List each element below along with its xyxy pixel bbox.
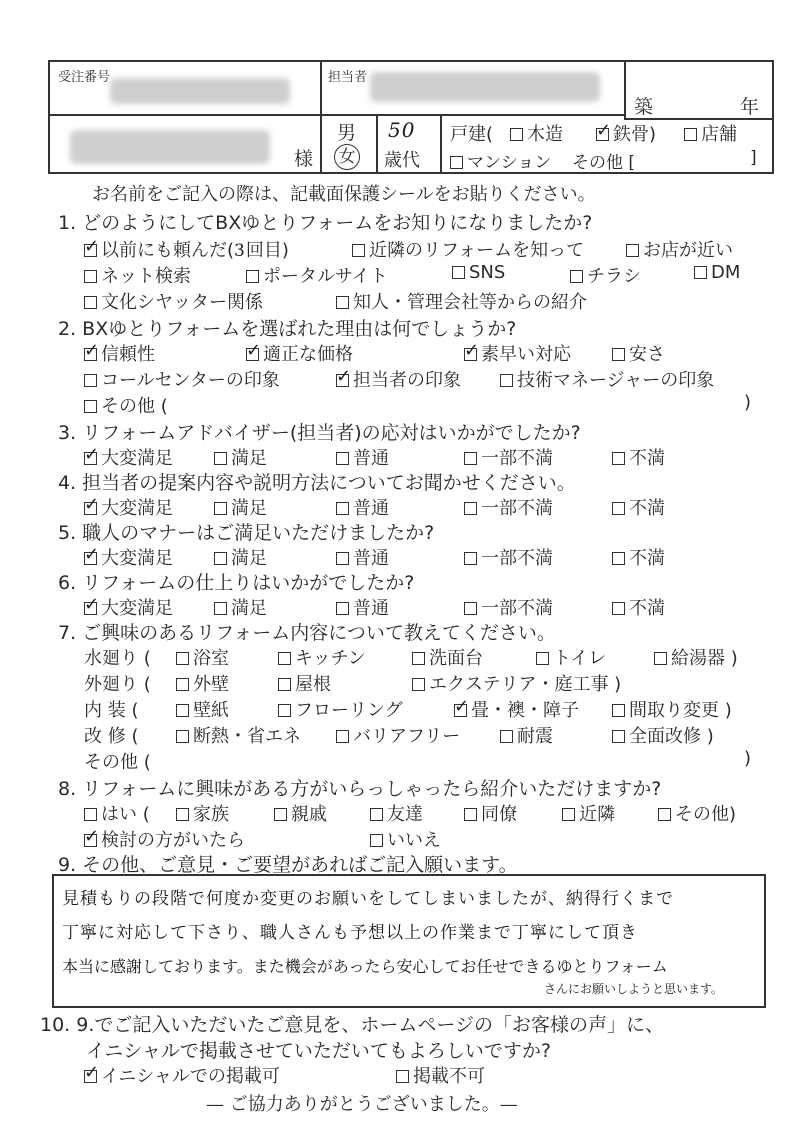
gender-female-circled bbox=[334, 144, 360, 170]
q6-rating-normal[interactable] bbox=[336, 594, 389, 620]
rating-label: 普通 bbox=[353, 498, 389, 519]
checkbox-icon[interactable] bbox=[84, 808, 97, 821]
option-label: 壁紙 bbox=[193, 700, 229, 721]
option-label: エクステリア・庭工事 ) bbox=[429, 674, 622, 695]
rating-label: 一部不満 bbox=[481, 448, 553, 469]
q9-comment-line3: 本当に感謝しております。また機会があったら安心してお任せできるゆとりフォーム bbox=[62, 957, 668, 976]
checkbox-icon[interactable] bbox=[214, 552, 227, 565]
q1-option-label: ポータルサイト bbox=[263, 266, 388, 287]
q2-option-label: 技術マネージャーの印象 bbox=[517, 370, 715, 391]
rating-label: 大変満足 bbox=[101, 598, 173, 619]
gender-male: 男 bbox=[337, 122, 357, 144]
option-label: 外壁 bbox=[193, 674, 229, 695]
rating-label: 不満 bbox=[629, 548, 665, 569]
q1-option-label: 近隣のリフォームを知って bbox=[369, 240, 585, 261]
q2-option-label: 素早い対応 bbox=[481, 344, 571, 365]
sama-label: 様 bbox=[294, 148, 314, 170]
checkbox-icon[interactable] bbox=[176, 652, 189, 665]
q7-interior-wallpaper[interactable] bbox=[176, 696, 229, 722]
option-label: バリアフリー bbox=[353, 726, 461, 747]
q1-option-portal[interactable] bbox=[246, 262, 388, 288]
q1-option-label: 文化シヤッター関係 bbox=[101, 292, 263, 313]
checkbox-icon[interactable] bbox=[684, 128, 697, 141]
q3-rating-satisfied[interactable] bbox=[214, 444, 267, 470]
checkbox-icon[interactable] bbox=[352, 244, 365, 257]
order-number-label: 受注番号 bbox=[58, 70, 111, 85]
header-divider-v5 bbox=[440, 114, 442, 174]
option-label: 給湯器 ) bbox=[671, 648, 738, 669]
checkbox-icon[interactable] bbox=[464, 602, 477, 615]
intro-note: お名前をご記入の際は、記載面保護シールをお貼りください。 bbox=[92, 184, 596, 205]
checkbox-icon[interactable] bbox=[336, 552, 349, 565]
checkbox-icon[interactable] bbox=[336, 452, 349, 465]
q7-outer-wall[interactable] bbox=[176, 670, 229, 696]
checkbox-icon[interactable] bbox=[278, 704, 291, 717]
q8-title: 8. リフォームに興味がある方がいらっしゃったら紹介いただけますか? bbox=[58, 778, 662, 800]
q2-option-quick[interactable] bbox=[464, 340, 571, 366]
option-label: 屋根 bbox=[295, 674, 331, 695]
header-box bbox=[48, 60, 774, 174]
option-label: 親戚 bbox=[291, 804, 327, 825]
q8-colleague[interactable] bbox=[464, 800, 517, 826]
rating-label: 不満 bbox=[629, 448, 665, 469]
q1-option-label: お店が近い bbox=[643, 240, 733, 261]
option-label: 耐震 bbox=[517, 726, 553, 747]
q9-comment-line4: さんにお願いしようと思います。 bbox=[544, 982, 724, 996]
checkbox-icon[interactable] bbox=[176, 808, 189, 821]
q7-renovation-full[interactable] bbox=[612, 722, 714, 748]
q7-renovation-insulation[interactable] bbox=[176, 722, 301, 748]
checkbox-icon[interactable] bbox=[214, 452, 227, 465]
checkbox-checked-icon[interactable] bbox=[84, 452, 97, 465]
steel-option[interactable] bbox=[596, 120, 656, 146]
q5-rating-normal[interactable] bbox=[336, 544, 389, 570]
checkbox-icon[interactable] bbox=[570, 270, 583, 283]
q1-option-label: チラシ bbox=[587, 266, 641, 287]
q2-option-fair-price[interactable] bbox=[246, 340, 353, 366]
q3-rating-normal[interactable] bbox=[336, 444, 389, 470]
q7-outer-label: 外廻り ( bbox=[84, 674, 151, 695]
checkbox-icon[interactable] bbox=[612, 452, 625, 465]
checkbox-icon[interactable] bbox=[84, 296, 97, 309]
q6-rating-very-satisfied[interactable] bbox=[84, 594, 173, 620]
checkbox-icon[interactable] bbox=[654, 652, 667, 665]
q5-rating-unsatisfied[interactable] bbox=[612, 544, 665, 570]
q4-rating-normal[interactable] bbox=[336, 494, 389, 520]
q2-option-callcenter[interactable] bbox=[84, 366, 280, 392]
checkbox-checked-icon[interactable] bbox=[84, 502, 97, 515]
checkbox-checked-icon[interactable] bbox=[84, 602, 97, 615]
checkbox-icon[interactable] bbox=[658, 808, 671, 821]
staff-label: 担当者 bbox=[328, 70, 368, 85]
q8-other[interactable] bbox=[658, 800, 736, 826]
wood-option[interactable] bbox=[510, 120, 563, 146]
age-label: 歳代 bbox=[384, 150, 420, 171]
checkbox-icon[interactable] bbox=[84, 374, 97, 387]
rating-label: 一部不満 bbox=[481, 598, 553, 619]
q2-option-tech-manager[interactable] bbox=[500, 366, 714, 392]
rating-label: 不満 bbox=[629, 598, 665, 619]
rating-label: 満足 bbox=[231, 448, 267, 469]
checkbox-icon[interactable] bbox=[396, 1070, 409, 1083]
order-number-redacted bbox=[110, 78, 290, 104]
q8-neighbor[interactable] bbox=[562, 800, 615, 826]
rating-label: 満足 bbox=[231, 548, 267, 569]
q8-friend[interactable] bbox=[370, 800, 423, 826]
q1-option-label: 知人・管理会社等からの紹介 bbox=[353, 292, 587, 313]
checkbox-icon[interactable] bbox=[176, 678, 189, 691]
footer-thanks: — ご協力ありがとうございました。— bbox=[206, 1094, 518, 1115]
q7-water-kitchen[interactable] bbox=[278, 644, 366, 670]
rating-label: 一部不満 bbox=[481, 548, 553, 569]
checkbox-checked-icon[interactable] bbox=[84, 244, 97, 257]
checkbox-checked-icon[interactable] bbox=[84, 552, 97, 565]
staff-name-redacted bbox=[370, 72, 600, 102]
checkbox-checked-icon[interactable] bbox=[596, 128, 609, 141]
option-label: はい ( bbox=[101, 804, 150, 825]
checkbox-icon[interactable] bbox=[336, 602, 349, 615]
q6-rating-satisfied[interactable] bbox=[214, 594, 267, 620]
checkbox-icon[interactable] bbox=[336, 730, 349, 743]
rating-label: 普通 bbox=[353, 598, 389, 619]
header-divider-v1 bbox=[320, 62, 322, 114]
steel-label: 鉄骨) bbox=[613, 124, 657, 145]
q9-title: 9. その他、ご意見・ご要望があればご記入願います。 bbox=[58, 854, 518, 876]
q10-option-no-publish[interactable] bbox=[396, 1062, 485, 1088]
q2-other-close: ) bbox=[744, 392, 752, 413]
checkbox-icon[interactable] bbox=[464, 452, 477, 465]
checkbox-icon[interactable] bbox=[464, 808, 477, 821]
option-label: 間取り変更 ) bbox=[629, 700, 732, 721]
q1-option-neighbor[interactable] bbox=[352, 236, 584, 262]
q1-option-near-store[interactable] bbox=[626, 236, 733, 262]
q5-rating-satisfied[interactable] bbox=[214, 544, 267, 570]
q9-comment-line1: 見積もりの段階で何度か変更のお願いをしてしまいましたが、納得行くまで bbox=[62, 889, 674, 909]
checkbox-checked-icon[interactable] bbox=[84, 348, 97, 361]
q2-option-other[interactable] bbox=[84, 392, 168, 418]
q7-interior-tatami[interactable] bbox=[454, 696, 579, 722]
checkbox-icon[interactable] bbox=[626, 244, 639, 257]
option-label: 家族 bbox=[193, 804, 229, 825]
q2-option-label: 信頼性 bbox=[101, 344, 155, 365]
customer-name-redacted bbox=[70, 130, 270, 164]
checkbox-icon[interactable] bbox=[452, 266, 465, 279]
q8-family[interactable] bbox=[176, 800, 229, 826]
gender-female: 女 bbox=[334, 144, 360, 170]
option-label: 検討の方がいたら bbox=[101, 830, 245, 851]
q7-water-bath[interactable] bbox=[176, 644, 229, 670]
checkbox-icon[interactable] bbox=[464, 552, 477, 565]
checkbox-icon[interactable] bbox=[336, 502, 349, 515]
option-label: 友達 bbox=[387, 804, 423, 825]
checkbox-checked-icon[interactable] bbox=[84, 834, 97, 847]
q10-title: 10. 9.でご記入いただいたご意見を、ホームページの「お客様の声」に、 bbox=[40, 1014, 665, 1036]
house-type-label: 戸建( bbox=[450, 124, 494, 145]
q7-water-label: 水廻り ( bbox=[84, 648, 151, 669]
q8-no[interactable] bbox=[370, 826, 441, 852]
q5-rating-very-satisfied[interactable] bbox=[84, 544, 173, 570]
rating-label: 不満 bbox=[629, 498, 665, 519]
rating-label: 普通 bbox=[353, 448, 389, 469]
q1-option-suffix: 回目) bbox=[245, 240, 289, 261]
checkbox-icon[interactable] bbox=[694, 266, 707, 279]
q1-option-label: SNS bbox=[469, 262, 506, 283]
q1-option-label: ネット検索 bbox=[101, 266, 191, 287]
header-divider-h bbox=[50, 114, 624, 116]
rating-label: 一部不満 bbox=[481, 498, 553, 519]
checkbox-checked-icon[interactable] bbox=[454, 704, 467, 717]
checkbox-icon[interactable] bbox=[612, 348, 625, 361]
checkbox-icon[interactable] bbox=[278, 652, 291, 665]
q7-renovation-label: 改 修 ( bbox=[84, 726, 139, 747]
option-label: 同僚 bbox=[481, 804, 517, 825]
q10-title-line2: イニシャルで掲載させていただいてもよろしいですか? bbox=[86, 1040, 551, 1062]
q1-option-bunka[interactable] bbox=[84, 288, 263, 314]
q2-option-cheap[interactable] bbox=[612, 340, 665, 366]
checkbox-icon[interactable] bbox=[336, 296, 349, 309]
built-year-label: 年 bbox=[740, 96, 760, 118]
checkbox-checked-icon[interactable] bbox=[336, 374, 349, 387]
option-label: イニシャルでの掲載可 bbox=[101, 1066, 280, 1087]
q1-option-sns[interactable] bbox=[452, 262, 505, 283]
checkbox-icon[interactable] bbox=[612, 730, 625, 743]
mansion-label: マンション bbox=[467, 153, 552, 173]
checkbox-checked-icon[interactable] bbox=[464, 348, 477, 361]
rating-label: 大変満足 bbox=[101, 498, 173, 519]
checkbox-icon[interactable] bbox=[176, 730, 189, 743]
q1-option-referral[interactable] bbox=[336, 288, 587, 314]
option-label: 畳・襖・障子 bbox=[471, 700, 579, 721]
rating-label: 満足 bbox=[231, 598, 267, 619]
rating-label: 満足 bbox=[231, 498, 267, 519]
shop-label: 店舗 bbox=[701, 124, 737, 145]
checkbox-checked-icon[interactable] bbox=[246, 348, 259, 361]
checkbox-icon[interactable] bbox=[246, 270, 259, 283]
checkbox-icon[interactable] bbox=[500, 730, 513, 743]
mansion-option[interactable] bbox=[450, 148, 551, 173]
option-label: トイレ bbox=[553, 648, 607, 669]
checkbox-icon[interactable] bbox=[84, 400, 97, 413]
q2-option-label: 担当者の印象 bbox=[353, 370, 461, 391]
q2-option-label: コールセンターの印象 bbox=[101, 370, 280, 391]
checkbox-icon[interactable] bbox=[450, 156, 463, 169]
q7-water-washstand[interactable] bbox=[412, 644, 483, 670]
q1-option-label: DM bbox=[711, 262, 741, 283]
q6-title: 6. リフォームの仕上りはいかがでしたか? bbox=[58, 572, 415, 594]
shop-option[interactable] bbox=[684, 120, 737, 146]
wood-label: 木造 bbox=[527, 124, 563, 145]
q9-comment-line2: 丁寧に対応して下さり、職人さんも予想以上の作業まで丁寧にして頂き bbox=[62, 923, 638, 943]
header-divider-v2 bbox=[624, 62, 626, 120]
q8-consider[interactable] bbox=[84, 826, 245, 852]
q7-interior-label: 内 装 ( bbox=[84, 700, 139, 721]
rating-label: 大変満足 bbox=[101, 448, 173, 469]
rating-label: 大変満足 bbox=[101, 548, 173, 569]
q7-title: 7. ご興味のあるリフォーム内容について教えてください。 bbox=[58, 622, 556, 644]
option-label: 浴室 bbox=[193, 648, 229, 669]
checkbox-icon[interactable] bbox=[278, 678, 291, 691]
q8-yes[interactable] bbox=[84, 800, 150, 826]
rating-label: 普通 bbox=[353, 548, 389, 569]
q3-rating-partly-unsatisfied[interactable] bbox=[464, 444, 553, 470]
checkbox-icon[interactable] bbox=[500, 374, 513, 387]
q7-water-heater[interactable] bbox=[654, 644, 738, 670]
q7-renovation-seismic[interactable] bbox=[500, 722, 553, 748]
q2-option-staff[interactable] bbox=[336, 366, 461, 392]
option-label: キッチン bbox=[295, 648, 366, 669]
checkbox-icon[interactable] bbox=[536, 652, 549, 665]
q5-title: 5. 職人のマナーはご満足いただけましたか? bbox=[58, 522, 435, 544]
checkbox-icon[interactable] bbox=[274, 808, 287, 821]
checkbox-icon[interactable] bbox=[612, 704, 625, 717]
option-label: 洗面台 bbox=[429, 648, 483, 669]
q7-interior-flooring[interactable] bbox=[278, 696, 403, 722]
q2-option-label: 安さ bbox=[629, 344, 665, 365]
option-label: 近隣 bbox=[579, 804, 615, 825]
q9-comment-box[interactable] bbox=[52, 874, 766, 1008]
q2-option-trust[interactable] bbox=[84, 340, 155, 366]
header-divider-v3 bbox=[320, 114, 322, 174]
q4-rating-unsatisfied[interactable] bbox=[612, 494, 665, 520]
q6-rating-partly-unsatisfied[interactable] bbox=[464, 594, 553, 620]
checkbox-icon[interactable] bbox=[612, 502, 625, 515]
q6-rating-unsatisfied[interactable] bbox=[612, 594, 665, 620]
q8-relative[interactable] bbox=[274, 800, 327, 826]
q4-rating-satisfied[interactable] bbox=[214, 494, 267, 520]
checkbox-checked-icon[interactable] bbox=[84, 1070, 97, 1083]
checkbox-icon[interactable] bbox=[412, 652, 425, 665]
q4-rating-partly-unsatisfied[interactable] bbox=[464, 494, 553, 520]
checkbox-icon[interactable] bbox=[412, 678, 425, 691]
q4-title: 4. 担当者の提案内容や説明方法についてお聞かせください。 bbox=[58, 472, 576, 494]
q1-title: 1. どのようにしてBXゆとりフォームをお知りになりましたか? bbox=[58, 212, 593, 234]
q1-option-flyer[interactable] bbox=[570, 262, 641, 288]
q2-option-label: その他 ( bbox=[101, 396, 168, 417]
checkbox-icon[interactable] bbox=[562, 808, 575, 821]
option-label: その他) bbox=[675, 804, 737, 825]
checkbox-icon[interactable] bbox=[214, 602, 227, 615]
q7-water-toilet[interactable] bbox=[536, 644, 606, 670]
built-label: 築 bbox=[634, 96, 654, 118]
q2-title: 2. BXゆとりフォームを選ばれた理由は何でしょうか? bbox=[58, 318, 517, 340]
q5-rating-partly-unsatisfied[interactable] bbox=[464, 544, 553, 570]
checkbox-icon[interactable] bbox=[510, 128, 523, 141]
option-label: 掲載不可 bbox=[413, 1066, 485, 1087]
option-label: 全面改修 ) bbox=[629, 726, 714, 747]
checkbox-icon[interactable] bbox=[214, 502, 227, 515]
option-label: フローリング bbox=[295, 700, 403, 721]
header-divider-v4 bbox=[376, 114, 378, 174]
q1-option-net[interactable] bbox=[84, 262, 191, 288]
checkbox-icon[interactable] bbox=[176, 704, 189, 717]
q7-other-close: ) bbox=[744, 748, 752, 769]
q1-option-label: 以前にも頼んだ( bbox=[101, 240, 235, 261]
q10-option-initial[interactable] bbox=[84, 1062, 280, 1088]
q3-rating-very-satisfied[interactable] bbox=[84, 444, 173, 470]
option-label: いいえ bbox=[387, 830, 441, 851]
q7-interior-layout[interactable] bbox=[612, 696, 732, 722]
checkbox-icon[interactable] bbox=[612, 602, 625, 615]
house-other-close: ] bbox=[750, 148, 757, 168]
q4-rating-very-satisfied[interactable] bbox=[84, 494, 173, 520]
checkbox-icon[interactable] bbox=[370, 834, 383, 847]
checkbox-icon[interactable] bbox=[370, 808, 383, 821]
q7-outer-roof[interactable] bbox=[278, 670, 331, 696]
checkbox-icon[interactable] bbox=[464, 502, 477, 515]
q1-count: 3 bbox=[234, 241, 246, 261]
q1-option-previous[interactable] bbox=[84, 236, 289, 262]
checkbox-icon[interactable] bbox=[84, 270, 97, 283]
option-label: 断熱・省エネ bbox=[193, 726, 301, 747]
house-other-label: その他 [ bbox=[572, 153, 636, 173]
q7-other-label: その他 ( bbox=[84, 752, 151, 773]
q2-option-label: 適正な価格 bbox=[263, 344, 353, 365]
checkbox-icon[interactable] bbox=[612, 552, 625, 565]
q3-rating-unsatisfied[interactable] bbox=[612, 444, 665, 470]
q3-title: 3. リフォームアドバイザー(担当者)の応対はいかがでしたか? bbox=[58, 422, 581, 444]
age-value: 50 bbox=[388, 118, 416, 142]
q7-renovation-barrierfree[interactable] bbox=[336, 722, 460, 748]
q1-option-dm[interactable] bbox=[694, 262, 740, 283]
q7-outer-exterior[interactable] bbox=[412, 670, 621, 696]
